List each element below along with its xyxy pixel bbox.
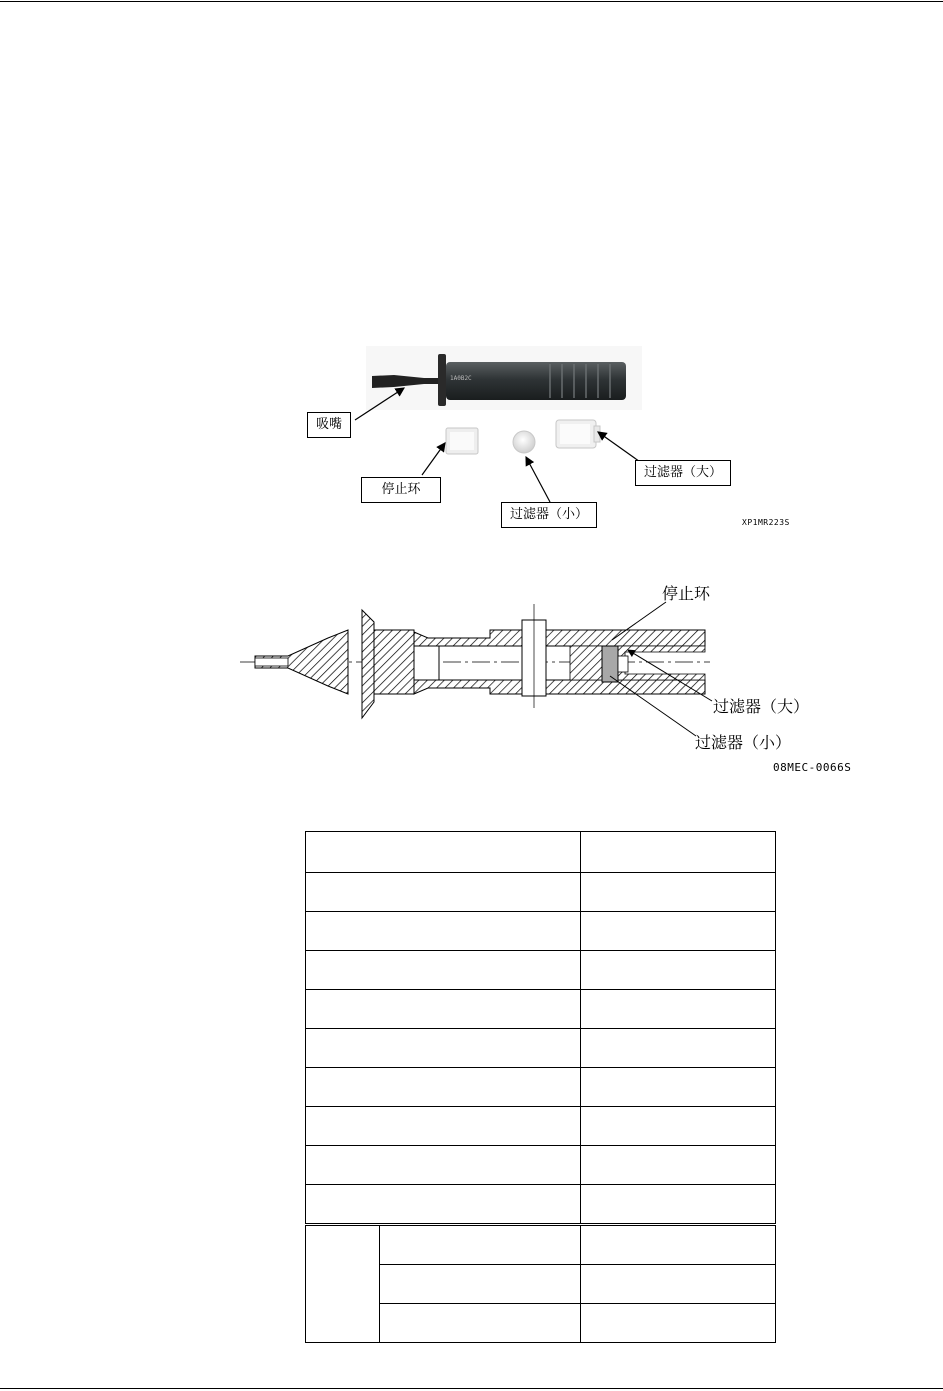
- table-cell: [581, 1265, 776, 1304]
- small-filter-callout: 过滤器（小）: [501, 502, 597, 528]
- photo-figure-code: XP1MR223S: [742, 518, 790, 527]
- table-row: [306, 1029, 776, 1068]
- table-cell: [581, 951, 776, 990]
- table-cell: [306, 873, 581, 912]
- header-cell-item: [306, 832, 581, 873]
- table-header-row: [306, 832, 776, 873]
- table-cell: [306, 1029, 581, 1068]
- table-row: [306, 1107, 776, 1146]
- table-cell: [581, 912, 776, 951]
- stop-ring-callout: 停止环: [361, 477, 441, 503]
- small-filter-part: [513, 431, 535, 453]
- table-cell: [306, 1068, 581, 1107]
- table-cell: [306, 1185, 581, 1225]
- table-cell: [581, 1146, 776, 1185]
- table-cell: [581, 1304, 776, 1343]
- large-filter-callout: 过滤器（大）: [635, 460, 731, 486]
- table-row: [306, 951, 776, 990]
- table-row: [306, 1185, 776, 1225]
- large-filter-drawing-label: 过滤器（大）: [713, 697, 810, 716]
- spec-table: [305, 831, 776, 1343]
- table-group-row: [306, 1225, 776, 1265]
- table-row: [306, 1068, 776, 1107]
- header-cell-value: [581, 832, 776, 873]
- table-cell: [380, 1265, 581, 1304]
- bottom-rule: [0, 1388, 943, 1389]
- drawing-figure-code: 08MEC-0066S: [773, 761, 852, 774]
- nozzle-callout: 吸嘴: [307, 412, 351, 438]
- table-cell: [581, 1068, 776, 1107]
- table-cell: [306, 1146, 581, 1185]
- table-cell: [581, 1107, 776, 1146]
- table-row: [306, 873, 776, 912]
- table-row: [306, 912, 776, 951]
- small-filter-drawing-label: 过滤器（小）: [695, 733, 792, 752]
- table-group-label-cell: [306, 1225, 380, 1343]
- table-cell: [306, 990, 581, 1029]
- table-cell: [581, 990, 776, 1029]
- table-cell: [581, 1225, 776, 1265]
- stop-ring-drawing-label: 停止环: [662, 584, 711, 603]
- table-cell: [380, 1225, 581, 1265]
- table-cell: [306, 1107, 581, 1146]
- table-row: [306, 1146, 776, 1185]
- svg-text:1A0B2C: 1A0B2C: [450, 375, 472, 382]
- table-cell: [581, 873, 776, 912]
- table-cell: [380, 1304, 581, 1343]
- table-cell: [581, 1185, 776, 1225]
- table-cell: [306, 912, 581, 951]
- top-rule: [0, 1, 943, 2]
- table-row: [306, 990, 776, 1029]
- table-cell: [581, 1029, 776, 1068]
- table-cell: [306, 951, 581, 990]
